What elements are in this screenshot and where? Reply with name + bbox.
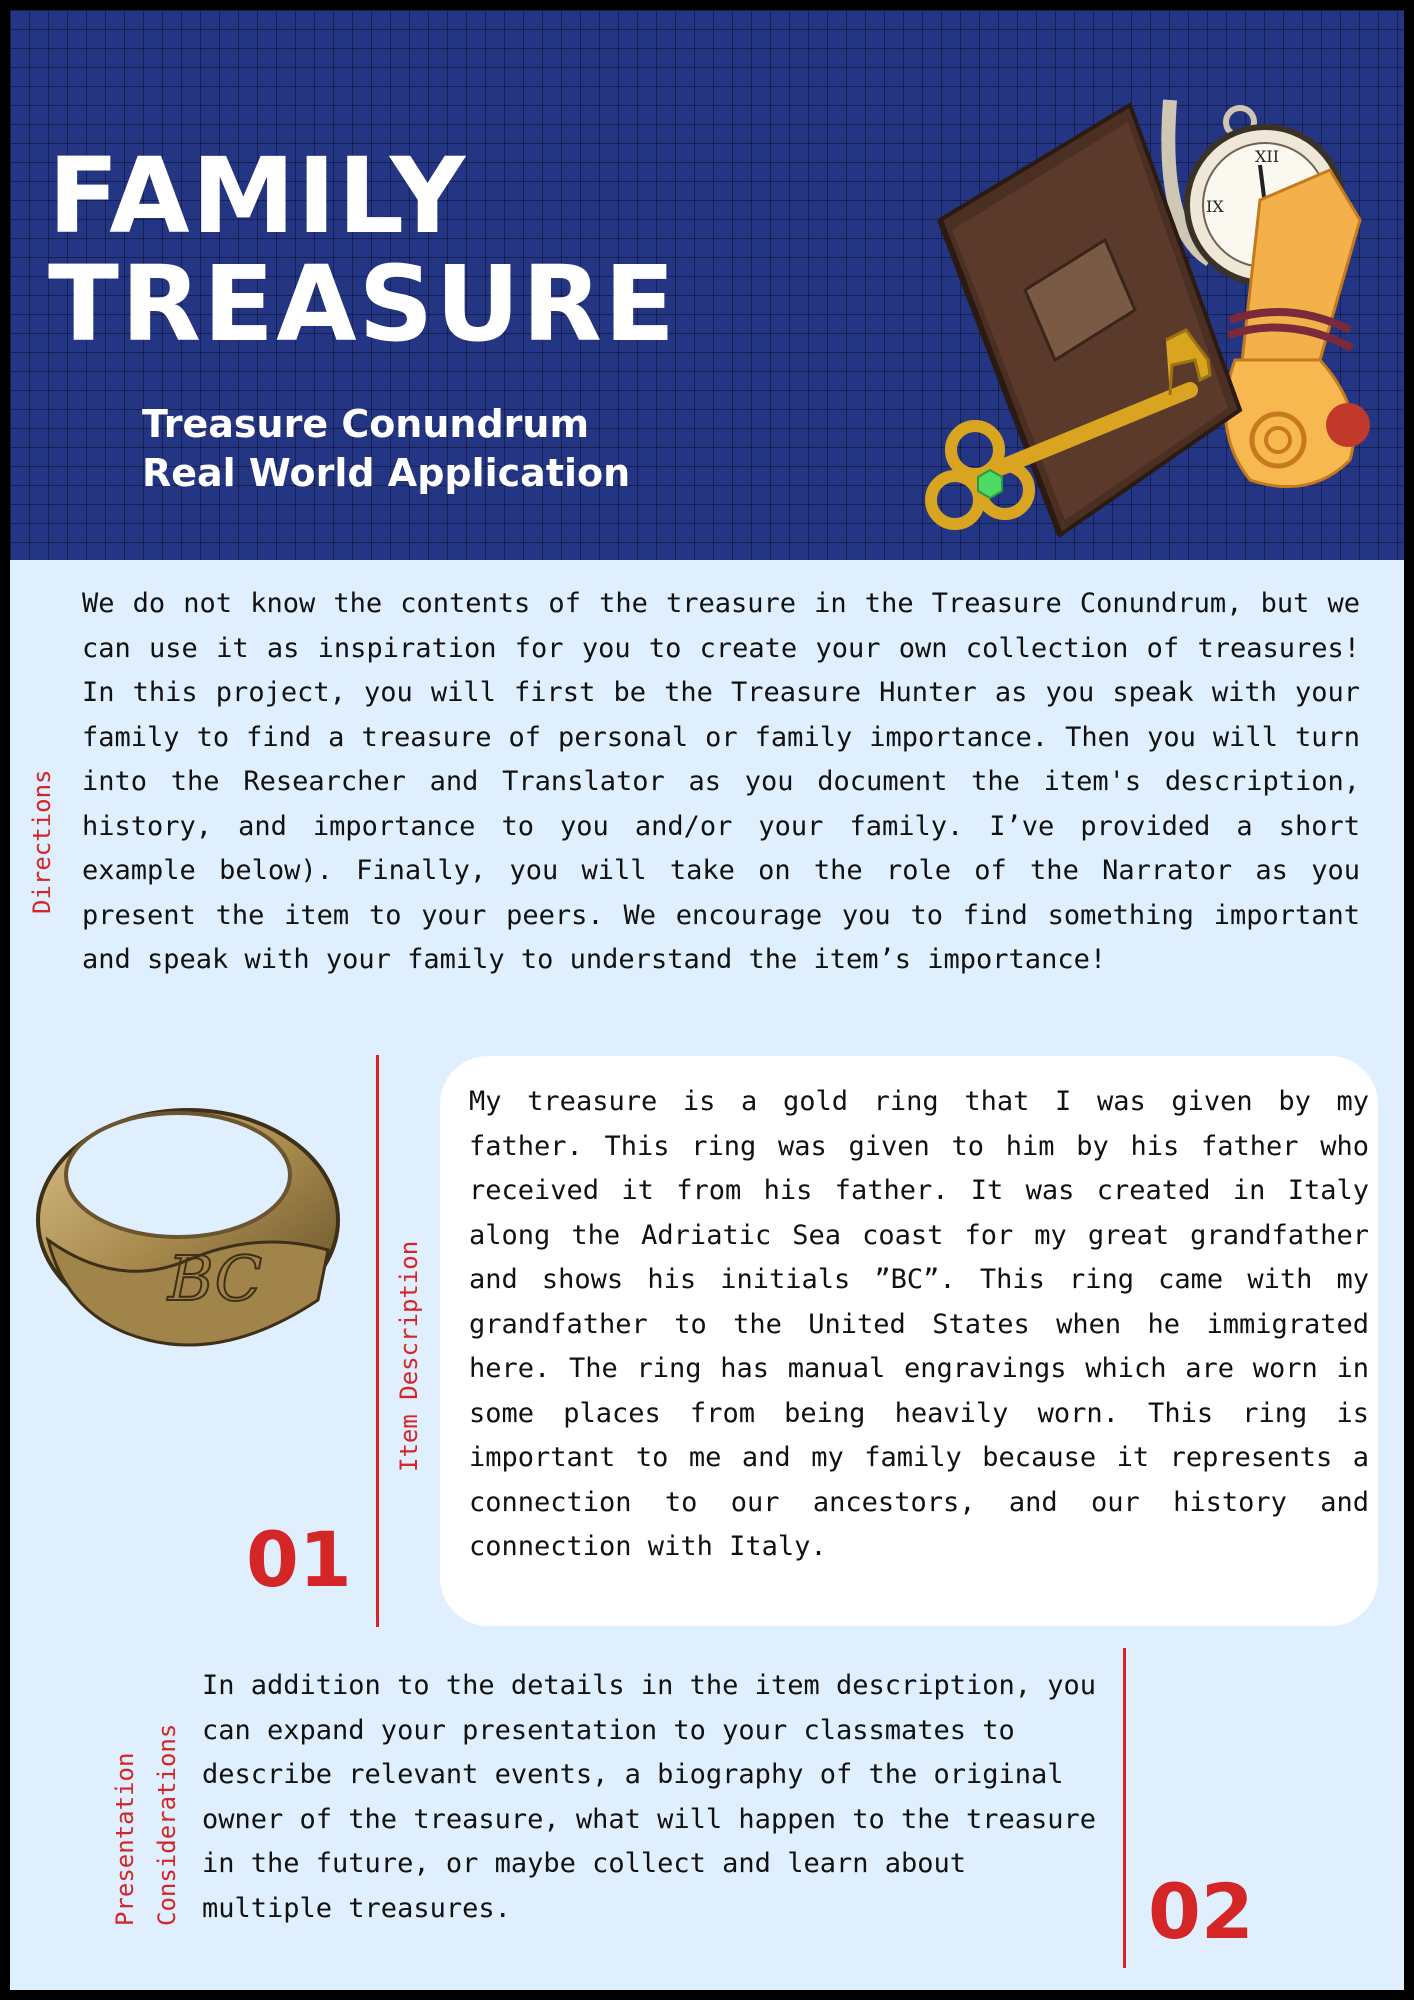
presentation-text: In addition to the details in the item description, you can expand your presentation to your classmates to describe relevant events, a biography of the original owner of the treasure, what will happen to the treasure in the future, or maybe collect and learn about multiple treasures. (202, 1670, 1097, 1924)
title-line-1: FAMILY (48, 135, 468, 257)
presentation-label (104, 1724, 188, 1926)
svg-text:XII: XII (1255, 147, 1280, 166)
item-number: 01 (246, 1515, 352, 1604)
presentation-label-line-2: Considerations (153, 1723, 181, 1926)
title-line-2: TREASURE (48, 243, 678, 365)
item-description-text: My treasure is a gold ring that I was given by my father. This ring was given to him by his father who received it from his father. It was created in Italy along the Adriatic Sea coast for my great grandfather and shows his initials ”BC”. This ring came with my grandfather to the United States when he immigrated here. The ring has manual engravings which are worn in some places from being heavily worn. This ring is important to me and my family because it represents a connection to our ancestors, and our history and connection with Italy. (469, 1086, 1369, 1562)
svg-text:IX: IX (1206, 197, 1224, 216)
header-banner (10, 10, 1404, 560)
page-subtitle (142, 400, 630, 498)
treasure-illustration (910, 30, 1370, 550)
subtitle-line-1: Treasure Conundrum (142, 402, 590, 446)
divider-line-2 (1123, 1648, 1126, 1968)
directions-text: We do not know the contents of the treasure in the Treasure Conundrum, but we can use it as inspiration for you to create your own collection of treasures! In this project, you will first be the Treasure Hunter as you speak with your family to find a treasure of personal or family importance. Then you will turn into the Researcher and Translator as you document the item's description, history, and importance to you and/or your family. I’ve provided a short example below). Finally, you will take on the role of the Narrator as you present the item to your peers. We encourage you to find something important and speak with your family to understand the item’s importance! (82, 588, 1360, 975)
directions-label: Directions (28, 769, 56, 914)
ring-engraving: BC (168, 1242, 263, 1315)
divider-line-1 (376, 1055, 379, 1627)
presentation-label-line-1: Presentation (111, 1752, 139, 1926)
gold-ring-image (28, 1070, 348, 1390)
page (10, 10, 1404, 1990)
subtitle-line-2: Real World Application (142, 451, 631, 495)
page-title (48, 135, 678, 365)
item-description-label: Item Description (395, 1240, 423, 1472)
presentation-number: 02 (1148, 1867, 1254, 1956)
